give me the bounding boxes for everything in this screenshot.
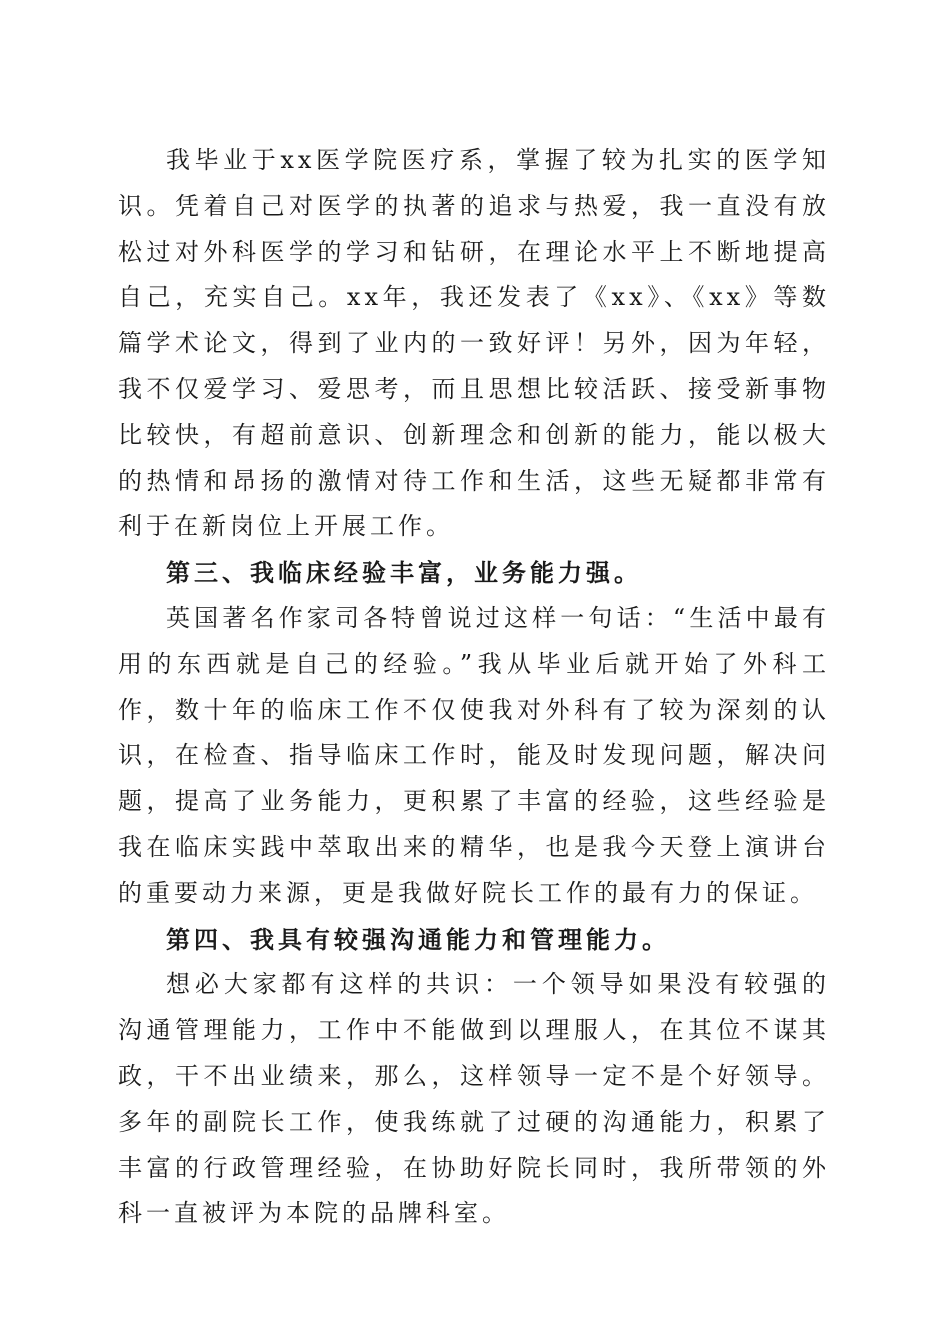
paragraph-communication-management: 想必大家都有这样的共识：一个领导如果没有较强的沟通管理能力，工作中不能做到以理服人，在其位不谋其政，干不出业绩来，那么，这样领导一定不是个好领导。多年的副院长工作，使我练就了过硬的沟通能力，积累了丰富的行政管理经验，在协助好院长同时，我所带领的外科一直被评为本院的品牌科室。 — [118, 970, 830, 1228]
paragraph-clinical-experience: 英国著名作家司各特曾说过这样一句话：“生活中最有用的东西就是自己的经验。”我从毕业后就开始了外科工作，数十年的临床工作不仅使我对外科有了较为深刻的认识，在检查、指导临床工作时，能及时发现问题，解决问题，提高了业务能力，更积累了丰富的经验，这些经验是我在临床实践中萃取出来的精华，也是我今天登上演讲台的重要动力来源，更是我做好院长工作的最有力的保证。 — [118, 603, 830, 907]
heading-clinical-experience: 第三、我临床经验丰富，业务能力强。 — [166, 558, 642, 588]
paragraph-education: 我毕业于xx医学院医疗系，掌握了较为扎实的医学知识。凭着自己对医学的执著的追求与热爱，我一直没有放松过对外科医学的学习和钻研，在理论水平上不断地提高自己，充实自己。xx年，我还发表了《xx》、《xx》等数篇学术论文，得到了业内的一致好评！另外，因为年轻，我不仅爱学习、爱思考，而且思想比较活跃、接受新事物比较快，有超前意识、创新理念和创新的能力，能以极大的热情和昂扬的激情对待工作和生活，这些无疑都非常有利于在新岗位上开展工作。 — [118, 146, 830, 541]
heading-communication-management: 第四、我具有较强沟通能力和管理能力。 — [166, 924, 670, 954]
document-body — [118, 138, 830, 1237]
